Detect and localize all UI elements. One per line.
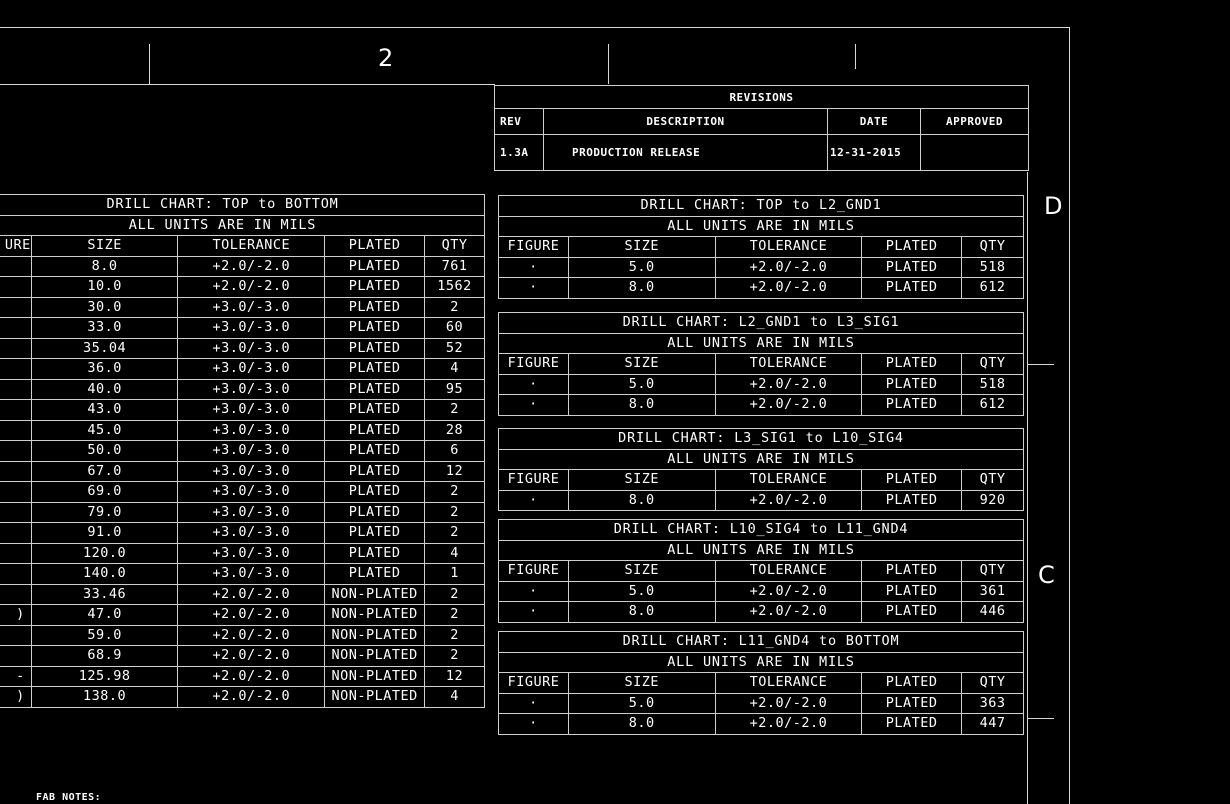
- figure-cell: ·: [499, 714, 569, 735]
- qty-cell: 920: [962, 490, 1024, 511]
- tolerance-cell: +2.0/-2.0: [178, 687, 325, 708]
- tolerance-cell: +3.0/-3.0: [178, 502, 325, 523]
- figure-cell: ): [0, 605, 31, 626]
- table-row: [499, 581, 1024, 602]
- qty-header: QTY: [962, 470, 1024, 491]
- plated-cell: NON-PLATED: [325, 666, 425, 687]
- date-header: DATE: [828, 109, 921, 135]
- drill-chart-title: DRILL CHART: L2_GND1 to L3_SIG1: [499, 313, 1024, 334]
- plated-cell: PLATED: [862, 602, 962, 623]
- figure-cell: [0, 297, 31, 318]
- zone-letter-c: C: [1038, 561, 1055, 589]
- drill-chart-layer-pair: [498, 312, 1024, 416]
- tolerance-cell: +2.0/-2.0: [715, 693, 862, 714]
- table-row: [0, 420, 485, 441]
- table-row: [0, 502, 485, 523]
- tolerance-cell: +3.0/-3.0: [178, 441, 325, 462]
- plated-cell: NON-PLATED: [325, 605, 425, 626]
- figure-cell: ·: [499, 693, 569, 714]
- figure-cell: -: [0, 666, 31, 687]
- qty-cell: 1: [425, 564, 485, 585]
- plated-cell: PLATED: [325, 441, 425, 462]
- tolerance-cell: +3.0/-3.0: [178, 523, 325, 544]
- zone-tick-top-1: [149, 44, 150, 84]
- figure-cell: ·: [499, 257, 569, 278]
- figure-cell: [0, 256, 31, 277]
- tolerance-header: TOLERANCE: [715, 470, 862, 491]
- plated-cell: PLATED: [325, 297, 425, 318]
- figure-header: FIGURE: [499, 470, 569, 491]
- table-row: [0, 543, 485, 564]
- tolerance-cell: +3.0/-3.0: [178, 359, 325, 380]
- drill-chart-title: DRILL CHART: L3_SIG1 to L10_SIG4: [499, 429, 1024, 450]
- size-cell: 10.0: [31, 277, 178, 298]
- figure-header: FIGURE: [499, 673, 569, 694]
- zone-letter-d: D: [1044, 192, 1063, 220]
- table-row: [0, 297, 485, 318]
- size-cell: 5.0: [568, 257, 715, 278]
- size-header: SIZE: [31, 236, 178, 257]
- figure-cell: ·: [499, 374, 569, 395]
- fab-notes-label: FAB NOTES:: [36, 792, 102, 803]
- size-cell: 8.0: [31, 256, 178, 277]
- drill-chart-units: ALL UNITS ARE IN MILS: [499, 540, 1024, 561]
- tolerance-cell: +2.0/-2.0: [715, 257, 862, 278]
- figure-cell: [0, 584, 31, 605]
- rev-value: 1.3A: [495, 135, 544, 171]
- table-row: [0, 625, 485, 646]
- figure-cell: [0, 646, 31, 667]
- plated-cell: NON-PLATED: [325, 625, 425, 646]
- plated-cell: PLATED: [862, 693, 962, 714]
- figure-cell: [0, 482, 31, 503]
- table-row: [0, 359, 485, 380]
- table-row: [0, 584, 485, 605]
- qty-cell: 363: [962, 693, 1024, 714]
- drill-chart-units: ALL UNITS ARE IN MILS: [499, 652, 1024, 673]
- tolerance-cell: +3.0/-3.0: [178, 420, 325, 441]
- table-row: [0, 482, 485, 503]
- tolerance-cell: +2.0/-2.0: [715, 278, 862, 299]
- drill-chart-top-to-bottom: [0, 194, 485, 708]
- table-row: [499, 374, 1024, 395]
- figure-cell: ·: [499, 581, 569, 602]
- size-cell: 8.0: [568, 714, 715, 735]
- qty-cell: 2: [425, 625, 485, 646]
- figure-cell: [0, 564, 31, 585]
- table-row: [0, 666, 485, 687]
- size-header: SIZE: [568, 470, 715, 491]
- tolerance-cell: +2.0/-2.0: [715, 581, 862, 602]
- revisions-table: [494, 85, 1029, 171]
- drill-chart-units: ALL UNITS ARE IN MILS: [499, 216, 1024, 237]
- plated-cell: PLATED: [325, 256, 425, 277]
- qty-cell: 612: [962, 278, 1024, 299]
- table-row: [0, 441, 485, 462]
- tolerance-cell: +2.0/-2.0: [178, 277, 325, 298]
- drill-chart-title: DRILL CHART: TOP to L2_GND1: [499, 196, 1024, 217]
- plated-cell: PLATED: [325, 338, 425, 359]
- size-cell: 36.0: [31, 359, 178, 380]
- figure-cell: [0, 379, 31, 400]
- drill-chart-units: ALL UNITS ARE IN MILS: [499, 333, 1024, 354]
- size-cell: 5.0: [568, 374, 715, 395]
- qty-cell: 447: [962, 714, 1024, 735]
- figure-cell: [0, 441, 31, 462]
- size-cell: 47.0: [31, 605, 178, 626]
- figure-cell: ·: [499, 278, 569, 299]
- tolerance-cell: +3.0/-3.0: [178, 338, 325, 359]
- size-cell: 68.9: [31, 646, 178, 667]
- tolerance-cell: +2.0/-2.0: [715, 490, 862, 511]
- table-row: [0, 605, 485, 626]
- zone-number-2: 2: [378, 44, 394, 72]
- tolerance-cell: +2.0/-2.0: [715, 374, 862, 395]
- size-cell: 91.0: [31, 523, 178, 544]
- figure-cell: ·: [499, 602, 569, 623]
- tolerance-header: TOLERANCE: [178, 236, 325, 257]
- table-row: [499, 490, 1024, 511]
- size-cell: 67.0: [31, 461, 178, 482]
- size-cell: 140.0: [31, 564, 178, 585]
- approved-header: APPROVED: [921, 109, 1029, 135]
- qty-cell: 12: [425, 461, 485, 482]
- tolerance-cell: +3.0/-3.0: [178, 400, 325, 421]
- table-row: [0, 256, 485, 277]
- qty-cell: 2: [425, 400, 485, 421]
- qty-cell: 361: [962, 581, 1024, 602]
- plated-cell: PLATED: [862, 395, 962, 416]
- size-cell: 5.0: [568, 693, 715, 714]
- plated-header: PLATED: [862, 470, 962, 491]
- rev-header: REV: [495, 109, 544, 135]
- plated-header: PLATED: [862, 561, 962, 582]
- qty-cell: 60: [425, 318, 485, 339]
- figure-cell: [0, 523, 31, 544]
- plated-cell: PLATED: [325, 359, 425, 380]
- size-cell: 120.0: [31, 543, 178, 564]
- size-cell: 40.0: [31, 379, 178, 400]
- plated-cell: PLATED: [862, 714, 962, 735]
- qty-header: QTY: [962, 237, 1024, 258]
- table-row: [0, 338, 485, 359]
- zone-tick-right-2: [1028, 718, 1054, 719]
- description-header: DESCRIPTION: [544, 109, 828, 135]
- table-row: [0, 523, 485, 544]
- tolerance-cell: +2.0/-2.0: [178, 256, 325, 277]
- table-row: [499, 257, 1024, 278]
- table-row: [0, 400, 485, 421]
- figure-header: FIGURE: [499, 237, 569, 258]
- tolerance-cell: +2.0/-2.0: [178, 646, 325, 667]
- plated-cell: PLATED: [862, 490, 962, 511]
- tolerance-cell: +2.0/-2.0: [715, 395, 862, 416]
- figure-header: FIGURE: [499, 561, 569, 582]
- figure-header: FIGURE: [499, 354, 569, 375]
- plated-cell: PLATED: [862, 581, 962, 602]
- qty-cell: 2: [425, 482, 485, 503]
- qty-cell: 4: [425, 359, 485, 380]
- plated-header: PLATED: [325, 236, 425, 257]
- inner-frame-top-border: [0, 84, 495, 85]
- qty-header: QTY: [962, 673, 1024, 694]
- table-row: [499, 714, 1024, 735]
- plated-cell: PLATED: [325, 277, 425, 298]
- drill-chart-layer-pair: [498, 631, 1024, 735]
- figure-cell: [0, 502, 31, 523]
- figure-cell: [0, 359, 31, 380]
- tolerance-cell: +2.0/-2.0: [715, 602, 862, 623]
- qty-cell: 518: [962, 257, 1024, 278]
- tolerance-header: TOLERANCE: [715, 561, 862, 582]
- size-header: SIZE: [568, 237, 715, 258]
- plated-header: PLATED: [862, 354, 962, 375]
- qty-cell: 2: [425, 584, 485, 605]
- plated-cell: PLATED: [325, 420, 425, 441]
- qty-cell: 2: [425, 297, 485, 318]
- size-cell: 8.0: [568, 278, 715, 299]
- tolerance-cell: +2.0/-2.0: [715, 714, 862, 735]
- qty-cell: 95: [425, 379, 485, 400]
- figure-cell: ·: [499, 490, 569, 511]
- size-cell: 138.0: [31, 687, 178, 708]
- size-cell: 69.0: [31, 482, 178, 503]
- size-cell: 8.0: [568, 395, 715, 416]
- zone-tick-top-2: [608, 44, 609, 84]
- table-row: [499, 395, 1024, 416]
- qty-cell: 4: [425, 543, 485, 564]
- qty-cell: 612: [962, 395, 1024, 416]
- size-cell: 125.98: [31, 666, 178, 687]
- plated-cell: NON-PLATED: [325, 646, 425, 667]
- size-cell: 43.0: [31, 400, 178, 421]
- table-row: [499, 693, 1024, 714]
- qty-cell: 4: [425, 687, 485, 708]
- size-header: SIZE: [568, 354, 715, 375]
- tolerance-cell: +2.0/-2.0: [178, 605, 325, 626]
- zone-tick-top-3: [855, 44, 856, 69]
- qty-header: QTY: [425, 236, 485, 257]
- figure-cell: ·: [499, 395, 569, 416]
- qty-cell: 2: [425, 523, 485, 544]
- table-row: [0, 687, 485, 708]
- drill-chart-title: DRILL CHART: TOP to BOTTOM: [0, 195, 485, 216]
- figure-cell: [0, 400, 31, 421]
- plated-cell: PLATED: [862, 374, 962, 395]
- qty-cell: 2: [425, 605, 485, 626]
- qty-cell: 12: [425, 666, 485, 687]
- tolerance-cell: +3.0/-3.0: [178, 461, 325, 482]
- table-row: [0, 379, 485, 400]
- size-cell: 30.0: [31, 297, 178, 318]
- plated-cell: PLATED: [325, 400, 425, 421]
- plated-header: PLATED: [862, 673, 962, 694]
- figure-cell: [0, 543, 31, 564]
- qty-header: QTY: [962, 354, 1024, 375]
- plated-cell: PLATED: [325, 502, 425, 523]
- drill-chart-title: DRILL CHART: L11_GND4 to BOTTOM: [499, 632, 1024, 653]
- qty-cell: 761: [425, 256, 485, 277]
- tolerance-header: TOLERANCE: [715, 673, 862, 694]
- table-row: [0, 461, 485, 482]
- tolerance-cell: +3.0/-3.0: [178, 379, 325, 400]
- plated-cell: PLATED: [325, 564, 425, 585]
- drill-chart-layer-pair: [498, 195, 1024, 299]
- size-cell: 8.0: [568, 490, 715, 511]
- tolerance-cell: +3.0/-3.0: [178, 318, 325, 339]
- tolerance-cell: +3.0/-3.0: [178, 564, 325, 585]
- size-header: SIZE: [568, 673, 715, 694]
- description-value: PRODUCTION RELEASE: [544, 135, 828, 171]
- qty-cell: 2: [425, 646, 485, 667]
- tolerance-header: TOLERANCE: [715, 237, 862, 258]
- table-row: [0, 277, 485, 298]
- figure-cell: [0, 461, 31, 482]
- size-cell: 8.0: [568, 602, 715, 623]
- qty-cell: 52: [425, 338, 485, 359]
- figure-cell: [0, 625, 31, 646]
- plated-cell: PLATED: [862, 278, 962, 299]
- size-cell: 79.0: [31, 502, 178, 523]
- revisions-title: REVISIONS: [495, 86, 1029, 109]
- plated-cell: PLATED: [325, 318, 425, 339]
- tolerance-cell: +2.0/-2.0: [178, 584, 325, 605]
- plated-cell: PLATED: [325, 482, 425, 503]
- frame-top-border: [0, 27, 1070, 28]
- figure-cell: [0, 318, 31, 339]
- zone-tick-right-1: [1028, 364, 1054, 365]
- approved-value: [921, 135, 1029, 171]
- size-cell: 45.0: [31, 420, 178, 441]
- tolerance-header: TOLERANCE: [715, 354, 862, 375]
- plated-cell: PLATED: [862, 257, 962, 278]
- drill-chart-title: DRILL CHART: L10_SIG4 to L11_GND4: [499, 520, 1024, 541]
- figure-header: URE: [0, 236, 31, 257]
- table-row: [0, 564, 485, 585]
- plated-cell: NON-PLATED: [325, 584, 425, 605]
- frame-right-border: [1069, 27, 1070, 804]
- plated-header: PLATED: [862, 237, 962, 258]
- table-row: [0, 318, 485, 339]
- date-value: 12-31-2015: [828, 135, 921, 171]
- figure-cell: ): [0, 687, 31, 708]
- size-cell: 33.46: [31, 584, 178, 605]
- inner-frame-right-border: [1027, 172, 1028, 804]
- qty-cell: 518: [962, 374, 1024, 395]
- drill-chart-layer-pair: [498, 428, 1024, 511]
- size-cell: 33.0: [31, 318, 178, 339]
- size-cell: 59.0: [31, 625, 178, 646]
- table-row: [499, 278, 1024, 299]
- plated-cell: PLATED: [325, 523, 425, 544]
- plated-cell: NON-PLATED: [325, 687, 425, 708]
- plated-cell: PLATED: [325, 543, 425, 564]
- tolerance-cell: +2.0/-2.0: [178, 666, 325, 687]
- size-cell: 35.04: [31, 338, 178, 359]
- size-cell: 50.0: [31, 441, 178, 462]
- drill-chart-layer-pair: [498, 519, 1024, 623]
- drill-chart-units: ALL UNITS ARE IN MILS: [0, 215, 485, 236]
- qty-cell: 28: [425, 420, 485, 441]
- figure-cell: [0, 338, 31, 359]
- figure-cell: [0, 277, 31, 298]
- size-header: SIZE: [568, 561, 715, 582]
- qty-cell: 2: [425, 502, 485, 523]
- tolerance-cell: +2.0/-2.0: [178, 625, 325, 646]
- plated-cell: PLATED: [325, 379, 425, 400]
- qty-cell: 6: [425, 441, 485, 462]
- table-row: [499, 602, 1024, 623]
- tolerance-cell: +3.0/-3.0: [178, 482, 325, 503]
- table-row: [0, 646, 485, 667]
- qty-cell: 1562: [425, 277, 485, 298]
- tolerance-cell: +3.0/-3.0: [178, 297, 325, 318]
- tolerance-cell: +3.0/-3.0: [178, 543, 325, 564]
- qty-cell: 446: [962, 602, 1024, 623]
- plated-cell: PLATED: [325, 461, 425, 482]
- drill-chart-units: ALL UNITS ARE IN MILS: [499, 449, 1024, 470]
- size-cell: 5.0: [568, 581, 715, 602]
- qty-header: QTY: [962, 561, 1024, 582]
- figure-cell: [0, 420, 31, 441]
